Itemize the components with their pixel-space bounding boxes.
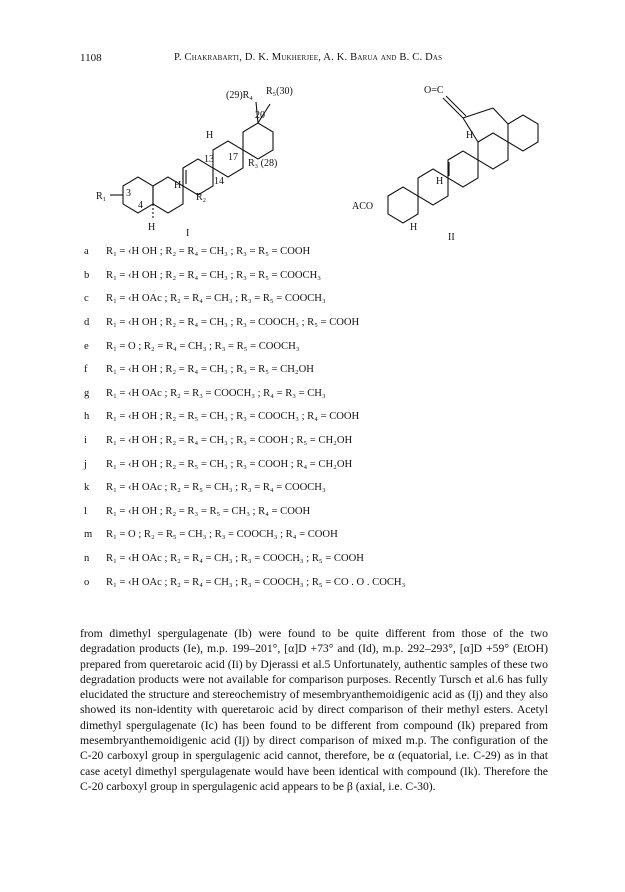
variant-row-o xyxy=(84,570,544,594)
variant-row-m xyxy=(84,523,544,547)
variant-row-c xyxy=(84,287,544,311)
structure-diagram xyxy=(88,78,548,243)
running-head-authors: P. Chakrabarti, D. K. Mukherjee, A. K. Barua and B. C. Das xyxy=(174,52,443,63)
h-label-2: H xyxy=(174,180,182,191)
variant-definition: R₁ = ‹H OH ; R₂ = R₄ = CH₃ ; R₃ = COOH ; R₅ = CH₂OH xyxy=(106,435,353,447)
page-number: 1108 xyxy=(80,52,102,64)
variant-letter: f xyxy=(84,364,88,376)
variant-definition: R₁ = ‹H OH ; R₂ = R₄ = CH₃ ; R₃ = R₅ = CH₂OH xyxy=(106,364,314,376)
chemical-structures xyxy=(88,78,548,243)
r4-label: (29)R₄ xyxy=(226,90,253,101)
c3-label: 3 xyxy=(126,188,131,199)
h-label-ii-3: H xyxy=(410,222,418,233)
r5-label: R₅(30) xyxy=(266,86,293,97)
variant-row-n xyxy=(84,547,544,571)
variant-letter: j xyxy=(84,458,87,470)
variant-definition: R₁ = ‹H OAc ; R₂ = R₃ = COOCH₃ ; R₄ = R₃ = CH₃ xyxy=(106,387,326,399)
variant-row-k xyxy=(84,476,544,500)
page-header xyxy=(80,52,550,68)
variant-row-j xyxy=(84,452,544,476)
substituent-table xyxy=(84,240,544,594)
r2-label: R₂ xyxy=(196,192,207,203)
variant-row-b xyxy=(84,264,544,288)
h-label-3: H xyxy=(148,222,156,233)
variant-definition: R₁ = ‹H OAc ; R₂ = R₄ = CH₃ ; R₃ = R₅ = COOCH₃ xyxy=(106,293,326,305)
paragraph-text: from dimethyl spergulagenate (Ib) were found to be quite different from those of the two degradation products (Ie), m.p. 199–201°, [α]D +73° and (Id), m.p. 292–293°, [α]D +59° (EtOH) prepared from queretaroic acid (Ii) by Djerassi et al.5 Unfortunately, authentic samples of these two degradation products were not available for comparison purposes. Recently Tursch et al.6 has fully elucidated the structure and stereochemistry of mesembryanthemoidigenic acid as (Ij) and they also showed its non-identity with queretaroic acid by direct comparison of their methyl esters. Acetyl dimethyl spergulagenate (Ic) has been found to be different from compound (Ik) prepared from mesembryanthemoidigenic acid (Ij) by direct comparison of mixed m.p. The configuration of the C-20 carboxyl group in spergulagenic acid cannot, therefore, be α (equatorial, i.e. C-29) as in that case acetyl dimethyl spergulagenate would have been identical with compound (Ik). Therefore the C-20 carboxyl group in spergulagenic acid appears to be β (axial, i.e. C-30). xyxy=(80,627,548,793)
variant-row-h xyxy=(84,405,544,429)
structure-II-rings xyxy=(388,96,538,223)
variant-letter: m xyxy=(84,529,93,541)
variant-row-g xyxy=(84,382,544,406)
variant-row-i xyxy=(84,429,544,453)
variant-definition: R₁ = ‹H OH ; R₂ = R₄ = CH₃ ; R₃ = COOCH₃ ; R₅ = COOH xyxy=(106,317,360,329)
variant-definition: R₁ = O ; R₂ = R₅ = CH₃ ; R₃ = COOCH₃ ; R₄ = COOH xyxy=(106,529,338,541)
structure-II-label: II xyxy=(448,232,455,243)
variant-letter: i xyxy=(84,435,87,447)
variant-definition: R₁ = ‹H OH ; R₂ = R₄ = CH₃ ; R₃ = R₅ = COOH xyxy=(106,246,311,258)
variant-definition: R₁ = ‹H OAc ; R₂ = R₅ = CH₃ ; R₃ = R₄ = COOCH₃ xyxy=(106,482,326,494)
carbonyl-label: O=C xyxy=(424,85,444,96)
variant-letter: o xyxy=(84,576,90,588)
h-label-ii-1: H xyxy=(466,130,474,141)
body-paragraph xyxy=(80,626,548,794)
variant-definition: R₁ = ‹H OH ; R₂ = R₅ = CH₃ ; R₃ = COOCH₃ ; R₄ = COOH xyxy=(106,411,360,423)
variant-row-e xyxy=(84,334,544,358)
variant-definition: R₁ = ‹H OH ; R₂ = R₅ = CH₃ ; R₃ = COOH ; R₄ = CH₂OH xyxy=(106,458,353,470)
variant-letter: c xyxy=(84,293,89,305)
variant-definition: R₁ = O ; R₂ = R₄ = CH₃ ; R₃ = R₅ = COOCH₃ xyxy=(106,340,300,352)
h-label-1: H xyxy=(206,130,214,141)
structure-I-label: I xyxy=(186,228,190,239)
variant-letter: d xyxy=(84,317,90,329)
variant-row-a xyxy=(84,240,544,264)
c20-label: 20 xyxy=(255,110,265,121)
variant-letter: b xyxy=(84,269,90,281)
variant-letter: e xyxy=(84,340,89,352)
variant-letter: n xyxy=(84,553,90,565)
variant-letter: k xyxy=(84,482,90,494)
variant-definition: R₁ = ‹H OH ; R₂ = R₃ = R₅ = CH₃ ; R₄ = COOH xyxy=(106,505,311,517)
r3-label: R₃ (28) xyxy=(248,158,278,169)
variant-row-l xyxy=(84,500,544,524)
variant-definition: R₁ = ‹H OAc ; R₂ = R₄ = CH₃ ; R₃ = COOCH₃ ; R₅ = COOH xyxy=(106,553,364,565)
r1-label: R₁ xyxy=(96,191,107,202)
variant-definition: R₁ = ‹H OH ; R₂ = R₄ = CH₃ ; R₃ = R₅ = COOCH₃ xyxy=(106,269,321,281)
h-label-ii-2: H xyxy=(436,176,444,187)
variant-letter: l xyxy=(84,505,87,517)
c13-label: 13 xyxy=(204,154,214,165)
c4-label: 4 xyxy=(138,200,143,211)
variant-letter: h xyxy=(84,411,90,423)
variant-letter: g xyxy=(84,387,90,399)
aco-label: ACO xyxy=(352,201,374,212)
variant-row-d xyxy=(84,311,544,335)
c17-label: 17 xyxy=(228,152,238,163)
variant-letter: a xyxy=(84,246,89,258)
variant-row-f xyxy=(84,358,544,382)
c14-label: 14 xyxy=(214,176,224,187)
variant-definition: R₁ = ‹H OAc ; R₂ = R₄ = CH₃ ; R₃ = COOCH₃ ; R₅ = CO . O . COCH₃ xyxy=(106,576,406,588)
